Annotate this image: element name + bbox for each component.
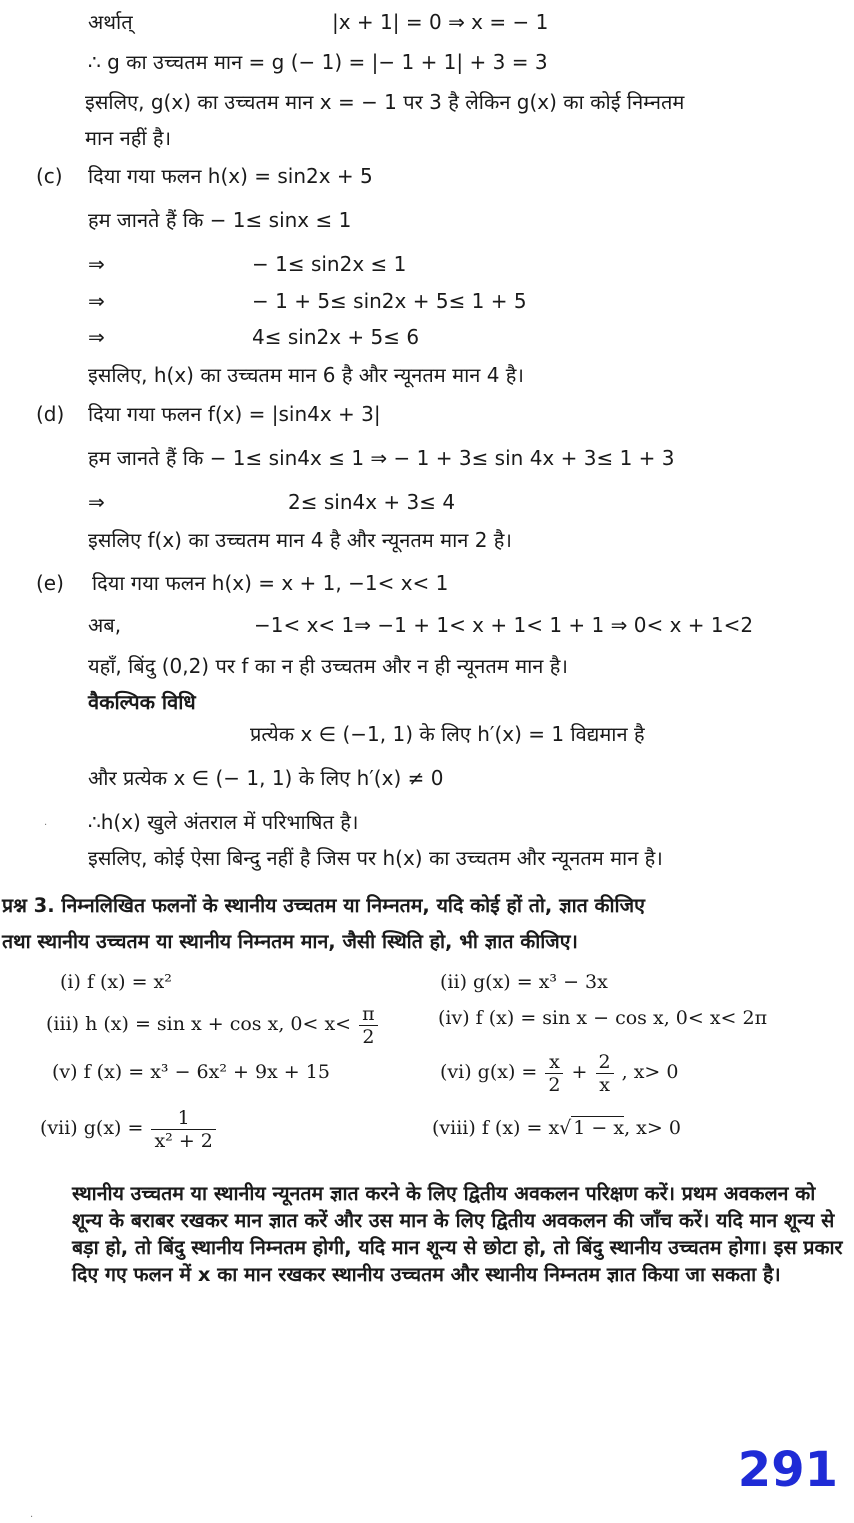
text-line: हम जानते हैं कि − 1≤ sinx ≤ 1: [88, 208, 352, 232]
part-label: (d): [36, 402, 65, 426]
text-line: इसलिए, कोई ऐसा बिन्दु नहीं है जिस पर h(x) का उच्चतम और न्यूनतम मान है।: [88, 846, 663, 870]
text-line: यहाँ, बिंदु (0,2) पर f का न ही उच्चतम और न ही न्यूनतम मान है।: [88, 654, 568, 678]
equation: |x + 1| = 0 ⇒ x = − 1: [332, 10, 549, 34]
text-line: दिया गया फलन h(x) = x + 1, −1< x< 1: [92, 571, 449, 595]
sqrt-radicand: 1 − x: [573, 1117, 625, 1139]
fraction: [359, 1003, 378, 1048]
question-heading: प्रश्न 3. निम्नलिखित फलनों के स्थानीय उच्चतम या निम्नतम, यदि कोई हों तो, ज्ञात कीजिए: [2, 894, 645, 917]
fraction-numerator: 1: [151, 1107, 215, 1130]
hint-paragraph: स्थानीय उच्चतम या स्थानीय न्यूनतम ज्ञात करने के लिए द्वितीय अवकलन परिक्षण करें। प्रथम अवकलन को शून्य के बराबर रखकर मान ज्ञात करें और उस मान के लिए द्वितीय अवकलन की जाँच करें। यदि मान शून्य से बड़ा हो, तो बिंदु स्थानीय निम्नतम होगी, यदि मान शून्य से छोटा हो, तो बिंदु स्थानीय उच्चतम होगा। इस प्रकार दिए गए फलन में x का मान रखकर स्थानीय उच्चतम और स्थानीय निम्नतम ज्ञात किया जा सकता है।: [72, 1182, 843, 1286]
question-part-text: (vii) g(x) =: [40, 1117, 144, 1139]
text-line: इसलिए f(x) का उच्चतम मान 4 है और न्यूनतम मान 2 है।: [88, 528, 513, 552]
plus-sign: +: [571, 1061, 588, 1083]
text-line: हम जानते हैं कि − 1≤ sin4x ≤ 1 ⇒ − 1 + 3≤ sin 4x + 3≤ 1 + 3: [88, 446, 675, 470]
question-part: [440, 1048, 678, 1096]
equation: 2≤ sin4x + 3≤ 4: [288, 490, 456, 514]
question-part: (v) f (x) = x³ − 6x² + 9x + 15: [52, 1061, 330, 1083]
text-line: प्रत्येक x ∈ (−1, 1) के लिए h′(x) = 1 विद्यमान है: [250, 722, 645, 746]
text-line: और प्रत्येक x ∈ (− 1, 1) के लिए h′(x) ≠ 0: [88, 766, 444, 790]
implies-symbol: ⇒: [88, 252, 105, 276]
sqrt-sign: √: [559, 1117, 572, 1139]
page-number: 291: [737, 1442, 838, 1498]
fraction-denominator: 2: [548, 1073, 561, 1096]
text-line: अब,: [88, 613, 122, 637]
scan-speck: ·: [30, 1512, 34, 1523]
fraction: [596, 1051, 614, 1096]
question-text: तथा स्थानीय उच्चतम या स्थानीय निम्नतम मान, जैसी स्थिति हो, भी ज्ञात कीजिए।: [2, 930, 578, 953]
question-part: (iv) f (x) = sin x − cos x, 0< x< 2π: [438, 1007, 768, 1029]
implies-symbol: ⇒: [88, 490, 105, 514]
text-line: इसलिए, g(x) का उच्चतम मान x = − 1 पर 3 है लेकिन g(x) का कोई निम्नतम: [85, 90, 685, 114]
question-part-text: (vi) g(x) =: [440, 1061, 538, 1083]
question-part-text: (viii) f (x) = x: [432, 1117, 560, 1139]
question-part: (ii) g(x) = x³ − 3x: [440, 971, 608, 993]
text-line: दिया गया फलन h(x) = sin2x + 5: [88, 164, 373, 188]
implies-symbol: ⇒: [88, 325, 105, 349]
fraction: [545, 1051, 563, 1096]
question-part: (i) f (x) = x²: [60, 971, 172, 993]
equation: − 1 + 5≤ sin2x + 5≤ 1 + 5: [252, 289, 527, 313]
part-label: (c): [36, 164, 63, 188]
question-part: [432, 1114, 681, 1142]
scan-speck: ·: [44, 820, 48, 831]
fraction-denominator: 2: [362, 1025, 375, 1048]
equation: − 1≤ sin2x ≤ 1: [252, 252, 407, 276]
question-part: [40, 1104, 218, 1152]
question-part: [46, 1000, 380, 1048]
text-line: ∴h(x) खुले अंतराल में परिभाषित है।: [88, 810, 359, 834]
part-label: (e): [36, 571, 64, 595]
equation: −1< x< 1⇒ −1 + 1< x + 1< 1 + 1 ⇒ 0< x + 1<2: [254, 613, 754, 637]
text-line: दिया गया फलन f(x) = |sin4x + 3|: [88, 402, 381, 426]
text-line: मान नहीं है।: [85, 126, 172, 150]
question-part-text: , x> 0: [624, 1117, 681, 1139]
question-part-text: , x> 0: [621, 1061, 679, 1083]
fraction-numerator: x: [545, 1051, 563, 1074]
fraction-denominator: x: [599, 1073, 610, 1096]
fraction-numerator: π: [359, 1003, 378, 1026]
fraction-denominator: x² + 2: [154, 1129, 213, 1152]
fraction-numerator: 2: [596, 1051, 614, 1074]
equation: ∴ g का उच्चतम मान = g (− 1) = |− 1 + 1| + 3 = 3: [88, 50, 548, 74]
text-line: इसलिए, h(x) का उच्चतम मान 6 है और न्यूनतम मान 4 है।: [88, 363, 524, 387]
text-line: अर्थात्: [88, 10, 133, 34]
question-part-text: (iii) h (x) = sin x + cos x, 0< x<: [46, 1013, 352, 1035]
implies-symbol: ⇒: [88, 289, 105, 313]
fraction: [151, 1107, 215, 1152]
equation: 4≤ sin2x + 5≤ 6: [252, 325, 420, 349]
subheading: वैकल्पिक विधि: [88, 690, 196, 714]
